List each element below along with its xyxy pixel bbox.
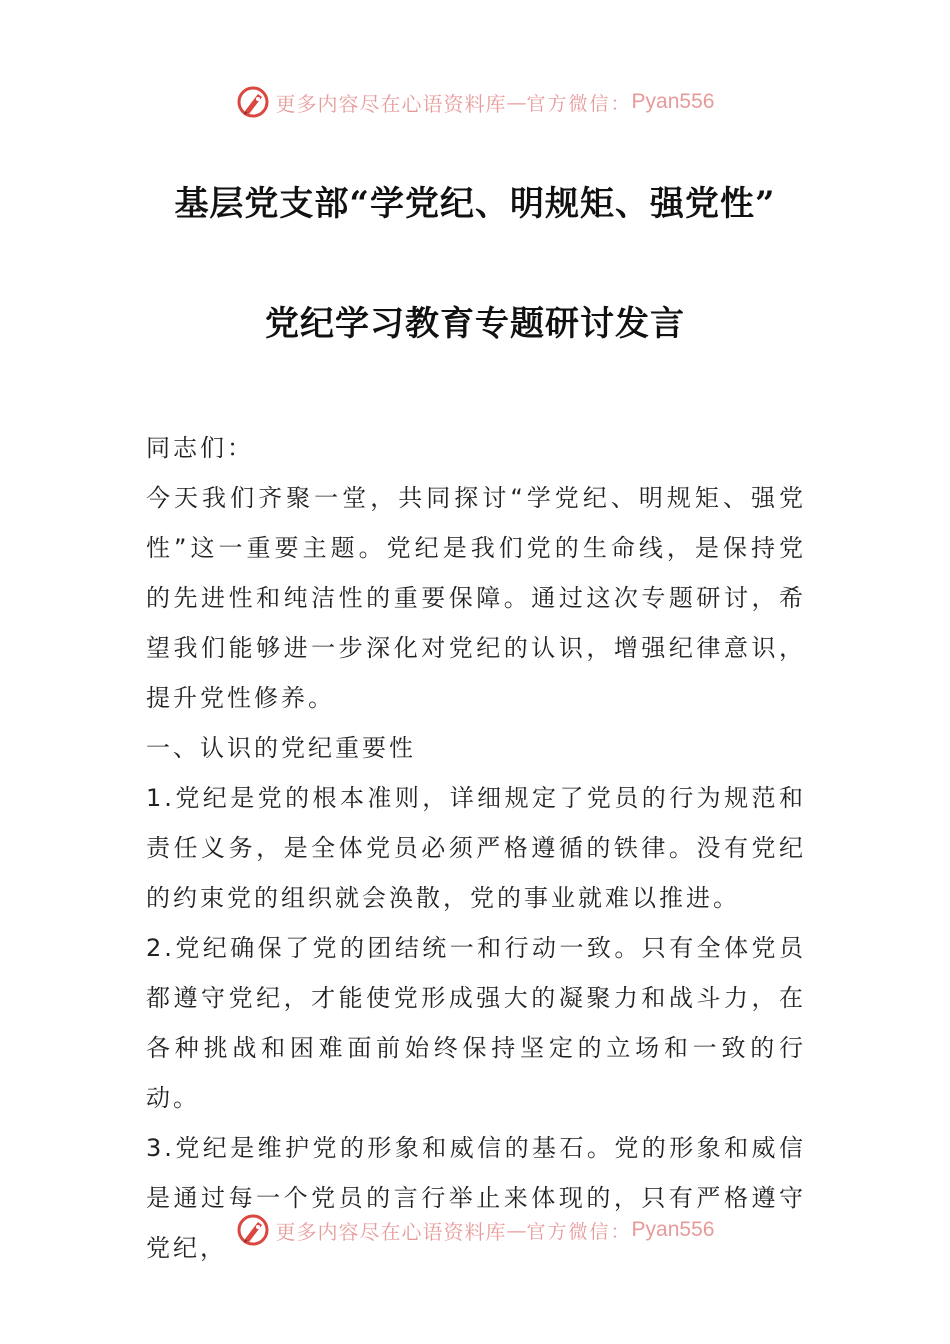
- watermark-wechat-id: Pyan556: [631, 90, 715, 113]
- pen-logo-icon: [236, 85, 270, 119]
- document-title-line-2: 党纪学习教育专题研讨发言: [265, 304, 685, 344]
- watermark-wechat-id: Pyan556: [631, 1218, 715, 1241]
- point-paragraph-2: 2.党纪确保了党的团结统一和行动一致。只有全体党员都遵守党纪，才能使党形成强大的凝聚力和战斗力，在各种挑战和困难面前始终保持坚定的立场和一致的行动。: [146, 934, 806, 1112]
- document-title-line-1: 基层党支部“学党纪、明规矩、强党性”: [174, 184, 776, 224]
- point-paragraph-1: 1.党纪是党的根本准则，详细规定了党员的行为规范和责任义务，是全体党员必须严格遵循的铁律。没有党纪的约束党的组织就会涣散，党的事业就难以推进。: [146, 784, 806, 912]
- watermark-dash: —: [506, 90, 527, 114]
- watermark-brand-text: 更多内容尽在心语资料库: [275, 91, 507, 116]
- watermark-wechat-label: 官方微信：: [526, 1220, 632, 1243]
- watermark-wechat-label: 官方微信：: [526, 92, 632, 115]
- header-watermark-banner: [0, 82, 950, 122]
- pen-logo-icon: [236, 1213, 270, 1247]
- section-heading-1: 一、认识的党纪重要性: [146, 734, 416, 762]
- point-paragraph-3: 3.党纪是维护党的形象和威信的基石。党的形象和威信是通过每一个党员的言行举止来体现的，只有严格遵守党纪，: [146, 1134, 806, 1262]
- document-body: [146, 423, 806, 1273]
- watermark-dash: —: [506, 1218, 527, 1242]
- intro-paragraph: 今天我们齐聚一堂，共同探讨“学党纪、明规矩、强党性”这一重要主题。党纪是我们党的生命线，是保持党的先进性和纯洁性的重要保障。通过这次专题研讨，希望我们能够进一步深化对党纪的认识，增强纪律意识，提升党性修养。: [146, 484, 806, 712]
- greeting: 同志们：: [146, 434, 254, 462]
- footer-watermark-banner: [0, 1210, 950, 1250]
- watermark-brand-text: 更多内容尽在心语资料库: [275, 1219, 507, 1244]
